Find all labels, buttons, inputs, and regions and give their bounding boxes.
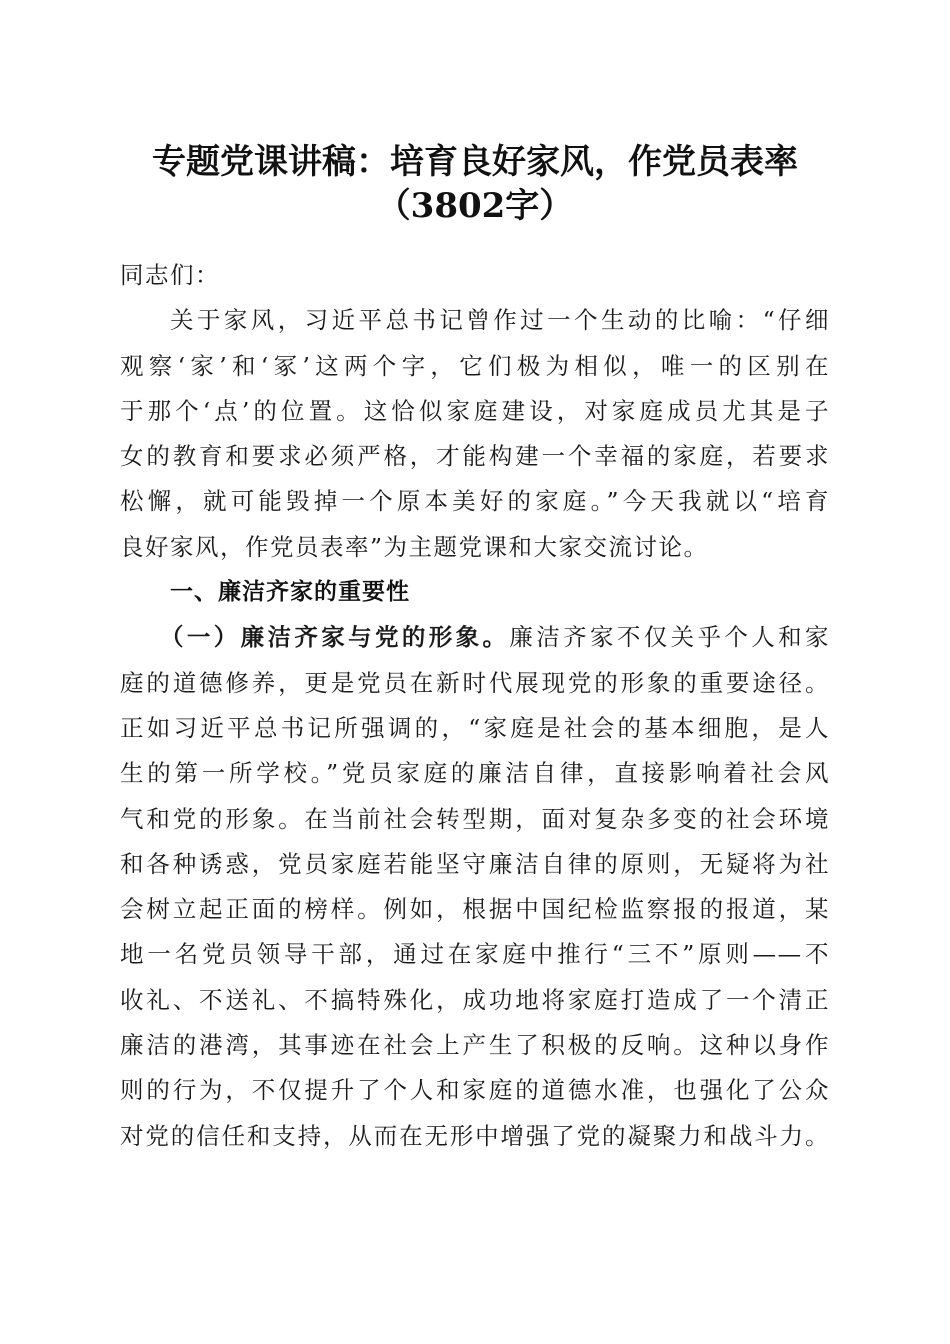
paragraph-line: 收礼、不送礼、不搞特殊化，成功地将家庭打造成了一个清正 (120, 985, 830, 1014)
intro-line: 关于家风，习近平总书记曾作过一个生动的比喻：“仔细 (170, 306, 830, 335)
intro-line: 松懈，就可能毁掉一个原本美好的家庭。”今天我就以“培育 (120, 487, 830, 516)
subsection-first-text: 廉洁齐家不仅关乎个人和家 (509, 623, 830, 652)
intro-line: 观察‘家’和‘冢’这两个字，它们极为相似，唯一的区别在 (120, 351, 830, 380)
paragraph-line: 对党的信任和支持，从而在无形中增强了党的凝聚力和战斗力。 (120, 1121, 830, 1150)
paragraph-line: 廉洁的港湾，其事迹在社会上产生了积极的反响。这种以身作 (120, 1031, 830, 1060)
subsection-first-line (120, 615, 830, 660)
paragraph-line: 正如习近平总书记所强调的，“家庭是社会的基本细胞，是人 (120, 713, 830, 742)
paragraph-line: 庭的道德修养，更是党员在新时代展现党的形象的重要途径。 (120, 668, 830, 697)
intro-line: 女的教育和要求必须严格，才能构建一个幸福的家庭，若要求 (120, 442, 830, 471)
paragraph-line: 会树立起正面的榜样。例如，根据中国纪检监察报的报道，某 (120, 895, 830, 924)
section-heading: 一、廉洁齐家的重要性 (170, 579, 410, 606)
paragraph-line: 则的行为，不仅提升了个人和家庭的道德水准，也强化了公众 (120, 1076, 830, 1105)
intro-line: 良好家风，作党员表率”为主题党课和大家交流讨论。 (120, 532, 709, 561)
paragraph-line: 生的第一所学校。”党员家庭的廉洁自律，直接影响着社会风 (120, 759, 830, 788)
paragraph-line: 地一名党员领导干部，通过在家庭中推行“三不”原则——不 (120, 940, 830, 969)
subsection-label: （一）廉洁齐家与党的形象。 (160, 623, 510, 652)
document-body (120, 253, 830, 1159)
paragraph-line: 和各种诱惑，党员家庭若能坚守廉洁自律的原则，无疑将为社 (120, 849, 830, 878)
intro-line: 于那个‘点’的位置。这恰似家庭建设，对家庭成员尤其是子 (120, 396, 830, 425)
document-title-word-count: （3802字） (376, 186, 574, 226)
paragraph-line: 气和党的形象。在当前社会转型期，面对复杂多变的社会环境 (120, 804, 830, 833)
salutation: 同志们： (120, 261, 220, 289)
document-title: 专题党课讲稿：培育良好家风，作党员表率 (152, 142, 798, 182)
